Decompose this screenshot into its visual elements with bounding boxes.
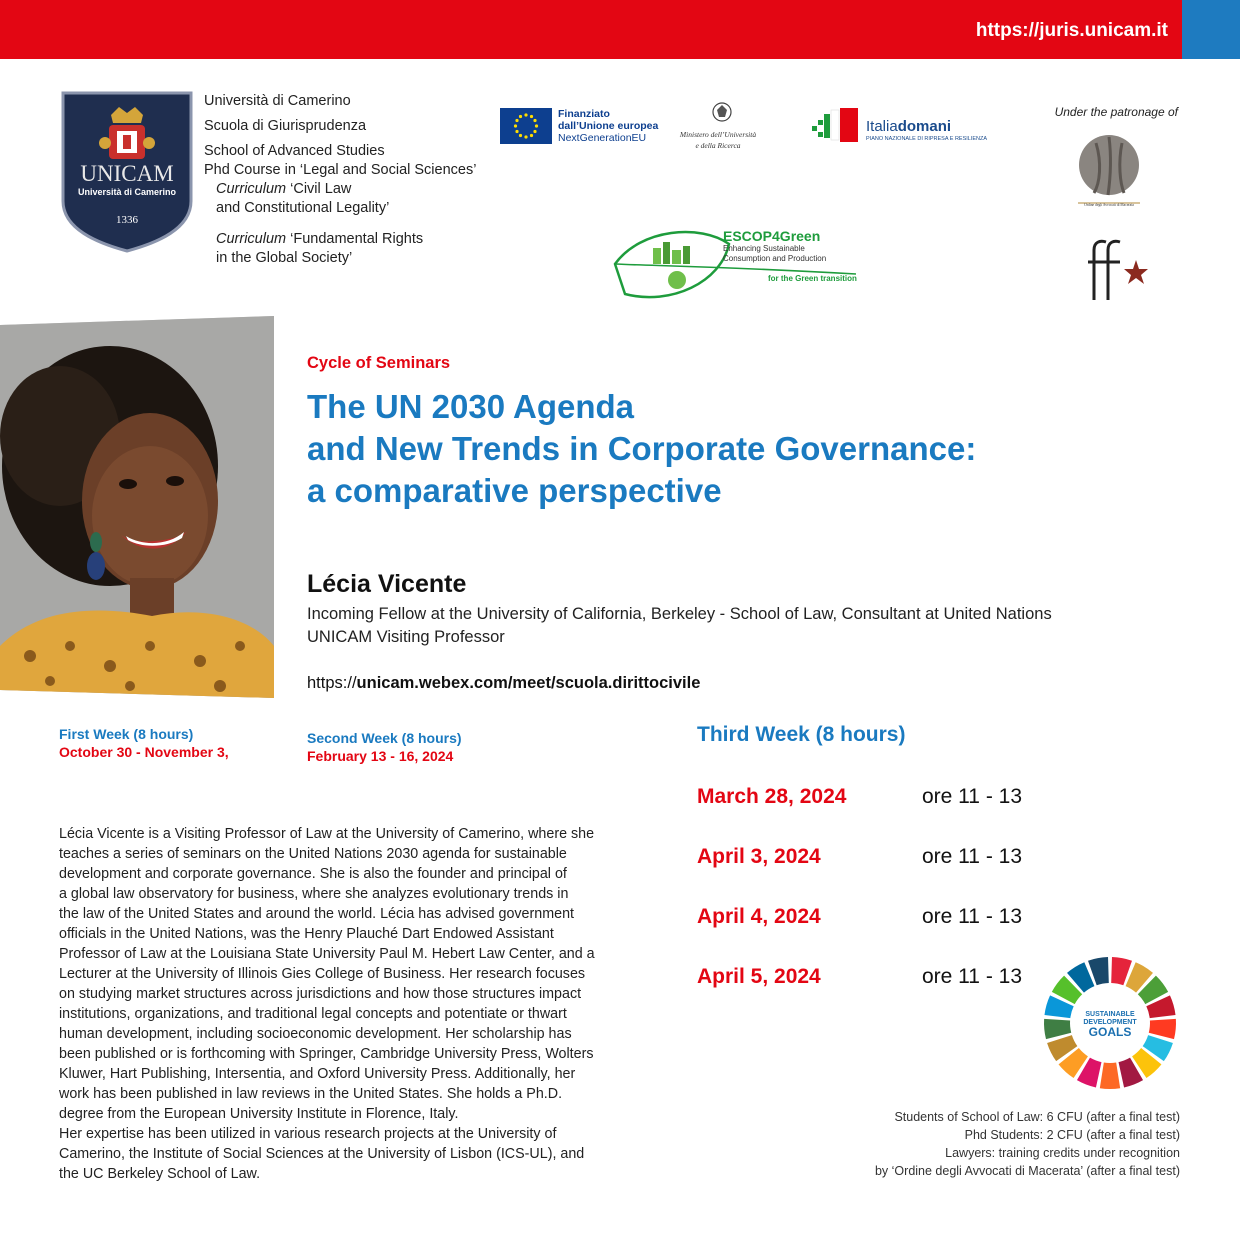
session-time: ore 11 - 13 xyxy=(922,965,1023,988)
patronage-label: Under the patronage of xyxy=(1054,105,1178,119)
escop-title: ESCOP4Green xyxy=(723,228,821,244)
svg-text:Ministero dell’Università: Ministero dell’Università xyxy=(679,130,757,139)
curriculum-civil-law-line2: and Constitutional Legality’ xyxy=(216,200,390,216)
star-icon xyxy=(1124,260,1148,284)
top-bar xyxy=(0,0,1240,59)
curriculum-fundamental-rights: Curriculum ‘Fundamental Rights xyxy=(216,231,424,247)
svg-text:e della Ricerca: e della Ricerca xyxy=(695,141,741,150)
first-week-heading: First Week (8 hours) xyxy=(59,726,194,742)
credits-note: Students of School of Law: 6 CFU (after a final test) Phd Students: 2 CFU (after a final test) Lawyers: training credits under recognition by ‘Ordine degli Avvocati di Macerata’ (after a final test) xyxy=(874,1110,1180,1178)
eu-text: Finanziato dall’Unione europea NextGenerationEU xyxy=(558,108,659,144)
institution-line: School of Advanced Studies xyxy=(204,143,385,159)
event-series-label: Cycle of Seminars xyxy=(307,354,451,372)
unicam-shield-logo xyxy=(61,91,193,253)
sdg-segment xyxy=(1149,1019,1176,1039)
logo-subtitle: Università di Camerino xyxy=(77,187,177,197)
curriculum-fundamental-rights-line2: in the Global Society’ xyxy=(216,250,353,266)
speaker-role: Incoming Fellow at the University of California, Berkeley - School of Law, Consultant at United Nations UNICAM Visiting Professor xyxy=(307,605,1052,646)
session-time: ore 11 - 13 xyxy=(922,905,1023,928)
session-time: ore 11 - 13 xyxy=(922,785,1023,808)
escop4green-logo xyxy=(611,222,856,306)
escop-tagline: for the Green transition xyxy=(768,274,857,283)
speaker-bio: Lécia Vicente is a Visiting Professor of Law at the University of Camerino, where she teaches a series of seminars on the United Nations 2030 agenda for sustainable development and corporate governance. She is also the founder and principal of a global law observatory for business, where she analyzes evolutionary trends in the law of the United States and around the world. Lécia has advised government officials in the United Nations, was the Henry Plauché Dart Endowed Assistant Professor of Law at the Louisiana State University Paul M. Hebert Law Center, and a Lecturer at the University of Illinois Gies College of Business. Her research focuses on studying market structures across jurisdictions and how those structures impact institutions, organizations, and traditional legal concepts and potentiate or thwart human development, including socioeconomic development. Her scholarship has been published or is forthcoming with Springer, Cambridge University Press, Wolters Kluwer, Hart Publishing, Intersentia, and Oxford University Press. Additionally, her work has been published in law reviews in the United States. She holds a Ph.D. degree from the European University Institute in Florence, Italy. Her expertise has been utilized in various research projects at the University of Camerino, the Institute of Social Sciences at the University of Lisbon (ICS-UL), and the UC Berkeley School of Law. xyxy=(59,826,595,1182)
sdg-wheel-logo xyxy=(1043,956,1177,1090)
speaker-name: Lécia Vicente xyxy=(307,570,467,598)
event-title-line: and New Trends in Corporate Governance: xyxy=(307,430,977,467)
session-date: April 3, 2024 xyxy=(697,845,821,868)
sdg-segment xyxy=(1100,1063,1120,1089)
first-week xyxy=(59,725,229,761)
eu-flag-icon xyxy=(500,108,552,144)
italian-emblem-icon xyxy=(713,103,731,121)
session-date: March 28, 2024 xyxy=(697,785,847,808)
italia-flag-pixel-icon xyxy=(812,104,862,150)
logo-year: 1336 xyxy=(116,214,138,226)
speaker-portrait-image xyxy=(0,316,274,698)
institution-block xyxy=(204,92,476,268)
session-date: April 5, 2024 xyxy=(697,965,821,988)
website-link[interactable]: https://juris.unicam.it xyxy=(975,20,1168,41)
top-bar-accent xyxy=(1182,0,1240,59)
session-date: April 4, 2024 xyxy=(697,905,821,928)
institution-line: Università di Camerino xyxy=(204,93,351,109)
third-week-heading: Third Week (8 hours) xyxy=(697,723,906,746)
svg-text:DEVELOPMENT: DEVELOPMENT xyxy=(1083,1019,1137,1026)
logo-name: UNICAM xyxy=(80,161,174,186)
event-title-line: The UN 2030 Agenda xyxy=(307,388,635,425)
second-week-heading: Second Week (8 hours) xyxy=(307,730,462,746)
speaker-photo xyxy=(0,316,274,698)
ff-foundation-logo xyxy=(1084,236,1154,302)
bar-association-seal-logo xyxy=(1076,133,1142,207)
institution-line: Phd Course in ‘Legal and Social Sciences’ xyxy=(204,162,477,178)
svg-text:Ordine degli Avvocati di Macer: Ordine degli Avvocati di Macerata xyxy=(1084,203,1134,207)
svg-text:SUSTAINABLE: SUSTAINABLE xyxy=(1085,1011,1135,1018)
sdg-segment xyxy=(1044,1019,1071,1039)
webex-meeting-link[interactable]: https://unicam.webex.com/meet/scuola.dirittocivile xyxy=(307,674,701,692)
ministry-logo xyxy=(672,100,764,156)
second-week xyxy=(307,729,462,765)
curriculum-civil-law: Curriculum ‘Civil Law xyxy=(216,181,352,197)
first-week-dates: October 30 - November 3, xyxy=(59,744,229,760)
event-title-line: a comparative perspective xyxy=(307,472,722,509)
escop-subtitle: Enhancing Sustainable Consumption and Production xyxy=(723,244,827,263)
session-time: ore 11 - 13 xyxy=(922,845,1023,868)
svg-text:GOALS: GOALS xyxy=(1088,1025,1132,1039)
second-week-dates: February 13 - 16, 2024 xyxy=(307,748,454,764)
institution-line: Scuola di Giurisprudenza xyxy=(204,118,367,134)
event-title xyxy=(307,386,1187,512)
italia-domani-logo: Italiadomani PIANO NAZIONALE DI RIPRESA E RESILIENZA xyxy=(812,104,962,150)
eu-funding-logo xyxy=(500,108,662,146)
